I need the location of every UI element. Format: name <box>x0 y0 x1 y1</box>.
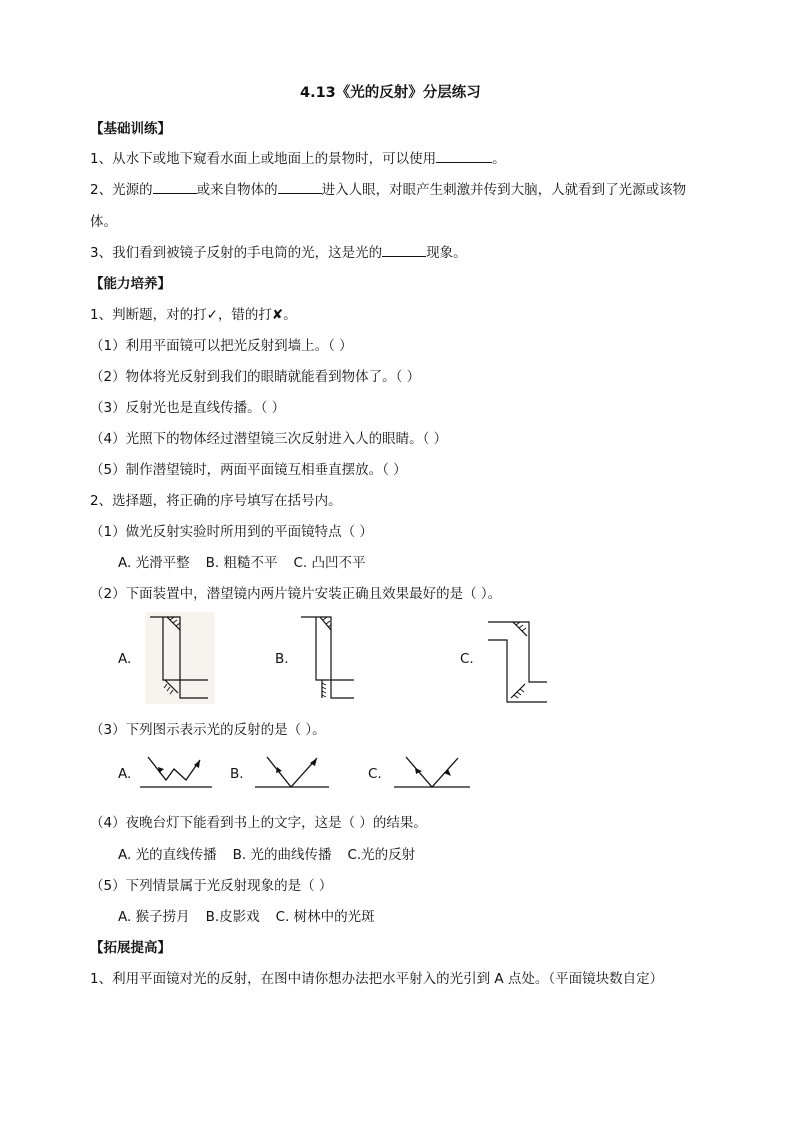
option-c: C.光的反射 <box>347 847 416 863</box>
basic-q2-part2: 或来自物体的 <box>196 182 278 198</box>
choice-q5-options <box>118 905 375 925</box>
reflection-figure-c <box>394 752 472 792</box>
basic-question-1 <box>90 147 506 167</box>
reflection-label-c: C. <box>368 766 382 782</box>
cross-mark-icon: ✘ <box>271 307 284 323</box>
judge-intro-mid: ，错的打 <box>217 307 272 323</box>
choice-question-2: （2）下面装置中，潜望镜内两片镜片安装正确且效果最好的是（ ）。 <box>90 586 502 602</box>
judge-intro <box>90 303 297 323</box>
choice-question-1: （1）做光反射实验时所用到的平面镜特点（ ） <box>90 524 373 540</box>
page-title: 4.13《光的反射》分层练习 <box>300 85 481 101</box>
basic-q1-text: 1、从水下或地下窥看水面上或地面上的景物时，可以使用 <box>90 151 437 167</box>
section-heading-ability: 【能力培养】 <box>90 276 171 292</box>
section-heading-extension: 【拓展提高】 <box>90 940 171 956</box>
judge-item-4: （4）光照下的物体经过潜望镜三次反射进入人的眼睛。（ ） <box>90 431 448 447</box>
option-c: C. 凸凹不平 <box>293 555 366 571</box>
section-heading-basic: 【基础训练】 <box>90 121 171 137</box>
periscope-figure-b <box>298 612 360 704</box>
periscope-label-b: B. <box>275 651 289 667</box>
periscope-label-a: A. <box>118 651 132 667</box>
option-a: A. 光滑平整 <box>118 555 190 571</box>
judge-item-1: （1）利用平面镜可以把光反射到墙上。（ ） <box>90 338 353 354</box>
choice-question-3: （3）下列图示表示光的反射的是（ ）。 <box>90 722 326 738</box>
basic-question-3 <box>90 241 467 261</box>
periscope-figure-c <box>485 612 555 704</box>
reflection-label-b: B. <box>230 766 244 782</box>
choice-q4-options <box>118 843 415 863</box>
periscope-figure-a <box>145 612 215 704</box>
basic-q2-part1: 2、光源的 <box>90 182 153 198</box>
judge-intro-text: 1、判断题，对的打 <box>90 307 207 323</box>
option-b: B. 光的曲线传播 <box>232 847 332 863</box>
basic-q2-part3: 进入人眼，对眼产生刺激并传到大脑，人就看到了光源或该物 <box>321 182 687 198</box>
choice-question-4: （4）夜晚台灯下能看到书上的文字，这是（ ）的结果。 <box>90 815 427 831</box>
answer-blank[interactable] <box>278 181 322 194</box>
basic-q2-continuation: 体。 <box>90 214 117 230</box>
judge-item-3: （3）反射光也是直线传播。（ ） <box>90 400 286 416</box>
judge-item-5: （5）制作潜望镜时，两面平面镜互相垂直摆放。（ ） <box>90 462 407 478</box>
option-a: A. 猴子捞月 <box>118 909 190 925</box>
check-mark-icon: ✓ <box>206 307 218 323</box>
choice-question-5: （5）下列情景属于光反射现象的是（ ） <box>90 878 333 894</box>
basic-q3-text: 3、我们看到被镜子反射的手电筒的光，这是光的 <box>90 245 383 261</box>
option-b: B. 粗糙不平 <box>205 555 278 571</box>
option-b: B.皮影戏 <box>205 909 260 925</box>
basic-question-2 <box>90 178 686 198</box>
option-a: A. 光的直线传播 <box>118 847 217 863</box>
judge-intro-end: 。 <box>283 307 297 323</box>
extension-question-1: 1、利用平面镜对光的反射，在图中请你想办法把水平射入的光引到 A 点处。（平面镜块数自定） <box>90 971 664 987</box>
reflection-label-a: A. <box>118 766 132 782</box>
choice-intro: 2、选择题，将正确的序号填写在括号内。 <box>90 493 342 509</box>
judge-item-2: （2）物体将光反射到我们的眼睛就能看到物体了。（ ） <box>90 369 421 385</box>
option-c: C. 树林中的光斑 <box>275 909 375 925</box>
answer-blank[interactable] <box>382 244 426 257</box>
periscope-label-c: C. <box>460 651 474 667</box>
answer-blank[interactable] <box>436 150 492 163</box>
answer-blank[interactable] <box>153 181 197 194</box>
basic-q3-end: 现象。 <box>426 245 467 261</box>
choice-q1-options <box>118 551 365 571</box>
reflection-figure-a <box>140 752 214 792</box>
reflection-figure-b <box>255 752 331 792</box>
basic-q1-end: 。 <box>492 151 506 167</box>
